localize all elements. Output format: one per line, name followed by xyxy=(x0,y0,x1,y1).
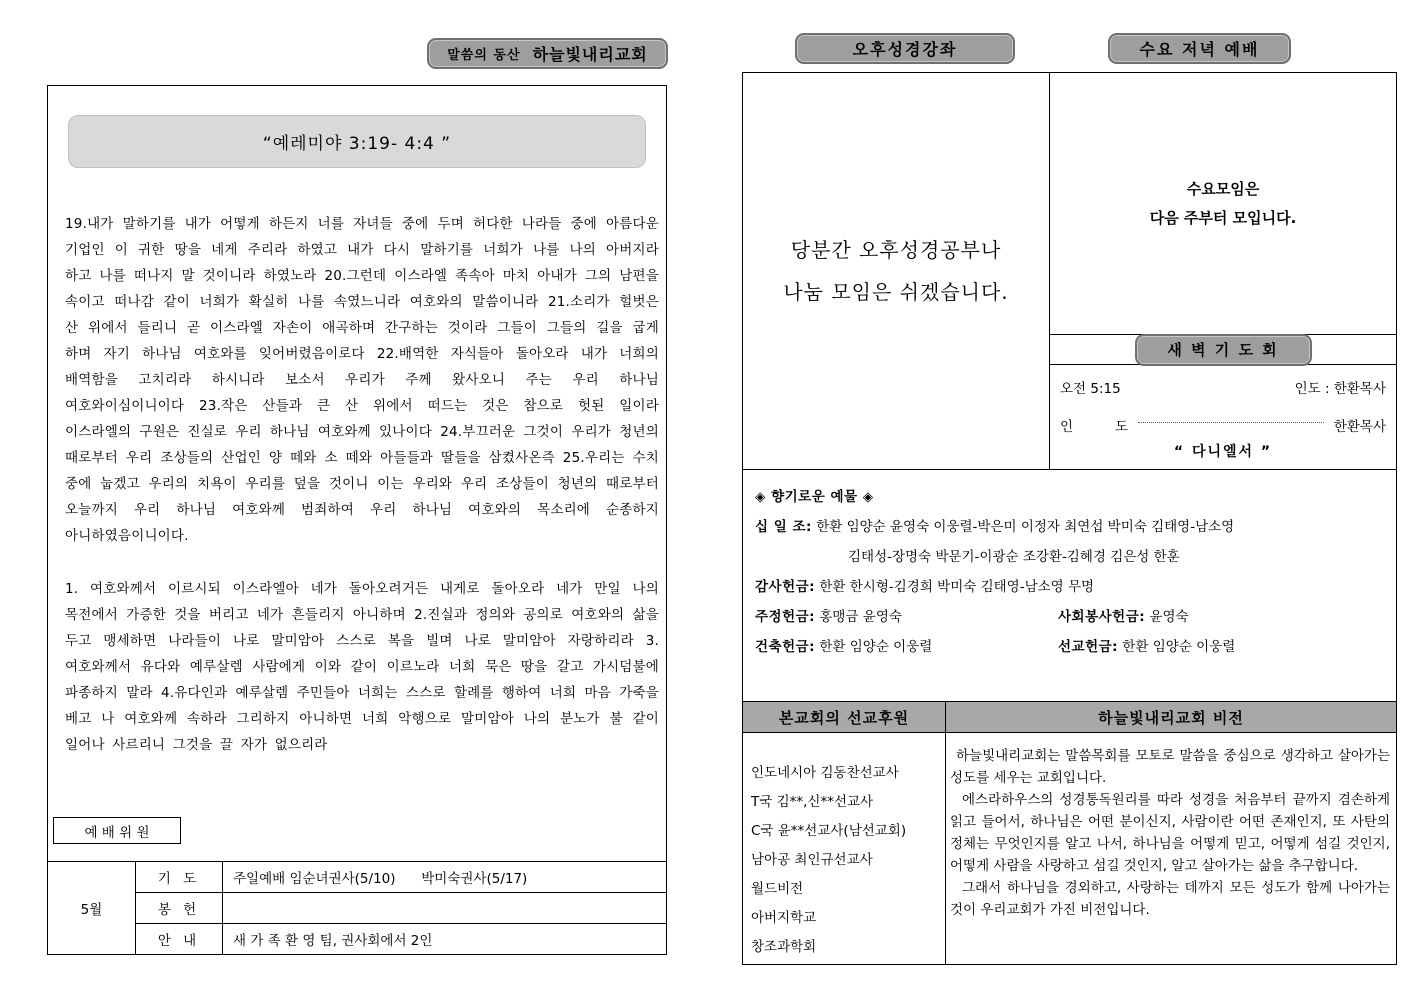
committee-month-cell: 5월 xyxy=(48,862,136,955)
church-vision-text xyxy=(945,733,1396,964)
building-offering-label: 건축헌금: xyxy=(755,639,816,655)
wednesday-notice-line: 다음 주부터 모입니다. xyxy=(1149,208,1297,227)
social-service-offering-names: 윤영숙 xyxy=(1149,609,1189,625)
wednesday-notice-line: 수요모임은 xyxy=(1186,179,1260,198)
building-offering-names: 한환 임양순 이웅렬 xyxy=(819,639,933,655)
wednesday-meeting-notice xyxy=(1050,73,1396,335)
thanks-offering-label: 감사헌금: xyxy=(755,579,816,595)
schedule-table xyxy=(743,73,1396,470)
building-mission-offering-row xyxy=(755,632,1384,662)
dawn-prayer-leader-name: 한환목사 xyxy=(1333,419,1386,435)
weekly-offering-label: 주정헌금: xyxy=(755,609,816,625)
committee-row-label: 봉 헌 xyxy=(136,893,223,924)
table-row xyxy=(48,862,667,893)
mission-support-list xyxy=(743,733,945,964)
scripture-paragraph-1: 19.내가 말하기를 내가 어떻게 하든지 너를 자녀들 중에 두며 허다한 나라들 중에 아름다운 기업인 이 귀한 땅을 네게 주리라 하였고 내가 다시 말하기를 너희가 나를 나의 아버지라 하고 나를 떠나지 말 것이니라 하였노라 20.그런데 이스라엘 족속아 마치 아내가 그의 남편을 속이고 떠나감 같이 너희가 확실히 나를 속였느니라 여호와의 말씀이니라 21.소리가 헐벗은 산 위에서 들리니 곧 이스라엘 자손이 애곡하며 간구하는 것이라 그들이 그들의 길을 굽게 하며 자기 하나님 여호와를 잊어버렸음이로다 22.배역한 자식들아 돌아오라 내가 너희의 배역함을 고치리라 하시니라 보소서 우리가 주께 왔사오니 주는 우리 하나님 여호와이심이니이다 23.작은 산들과 큰 산 위에서 떠드는 것은 참으로 헛된 일이라 이스라엘의 구원은 진실로 우리 하나님 여호와께 있나이다 24.부끄러운 그것이 우리가 청년의 때로부터 우리 조상들의 산업인 양 떼와 소 떼와 아들들과 딸들을 삼켰사온즉 25.우리는 수치 중에 눕겠고 우리의 치욕이 우리를 덮을 것이니 이는 우리와 우리 조상들이 청년의 때로부터 오늘까지 우리 하나님 여호와께 범죄하여 우리 하나님 여호와의 목소리에 순종하지 아니하였음이니이다. xyxy=(65,216,659,544)
dawn-prayer-header-row xyxy=(1050,335,1396,365)
committee-row-label: 기 도 xyxy=(136,862,223,893)
mission-vision-table xyxy=(743,702,1396,964)
list-item: C국 윤**선교사(남선교회) xyxy=(751,823,907,839)
dawn-prayer-details xyxy=(1050,365,1396,469)
scripture-title-box xyxy=(68,115,646,168)
dotted-leader xyxy=(1138,422,1324,423)
mission-offering-names: 한환 임양순 이웅렬 xyxy=(1122,639,1236,655)
tithe-names-continued: 김태성-장명숙 박문기-이광순 조강환-김혜경 김은성 한훈 xyxy=(848,549,1180,565)
dawn-prayer-book: “ 다니엘서 ” xyxy=(1173,444,1273,460)
dawn-prayer-badge: 새 벽 기 도 회 xyxy=(1135,334,1312,366)
scripture-paragraph-2: 1. 여호와께서 이르시되 이스라엘아 네가 돌아오려거든 내게로 돌아오라 네가 만일 나의 목전에서 가증한 것을 버리고 네가 흔들리지 아니하며 2.진실과 정의와 공의로 여호와의 삶을 두고 맹세하면 나라들이 나로 말미암아 스스로 복을 빌며 나로 말미암아 자랑하리라 3.여호와께서 유다와 예루살렘 사람에게 이와 같이 이르노라 너희 묵은 땅을 갈고 가시덤불에 파종하지 말라 4.유다인과 예루살렘 주민들아 너희는 스스로 할례를 행하여 너희 마음 가죽을 베고 나 여호와께 속하라 그리하지 아니하면 너희 악행으로 말미암아 나의 분노가 불 같이 일어나 사르리니 그것을 끌 자가 없으리라 xyxy=(65,581,659,753)
afternoon-notice-line: 당분간 오후성경공부나 xyxy=(790,238,1002,262)
mission-support-header: 본교회의 선교후원 xyxy=(743,702,945,733)
offerings-section xyxy=(743,470,1396,702)
mission-offering-label: 선교헌금: xyxy=(1058,639,1119,655)
worship-committee-label: 예 배 위 원 xyxy=(53,817,181,844)
vision-paragraph: 하늘빛내리교회는 말씀목회를 모토로 말씀을 중심으로 생각하고 살아가는 성도를 세우는 교회입니다. xyxy=(950,748,1390,786)
weekly-social-offering-row xyxy=(755,602,1384,632)
list-item: 아버지학교 xyxy=(751,910,817,926)
afternoon-notice-line: 나눔 모임은 쉬겠습니다. xyxy=(783,280,1009,304)
afternoon-lecture-notice xyxy=(743,73,1050,469)
worship-committee-table xyxy=(47,861,667,955)
church-vision-header: 하늘빛내리교회 비전 xyxy=(945,702,1396,733)
weekly-offering-names: 홍맹금 윤영숙 xyxy=(819,609,902,625)
dawn-prayer-time-row xyxy=(1060,377,1386,397)
committee-row-value xyxy=(223,893,667,924)
header-badge-motto: 말씀의 동산 xyxy=(447,48,521,63)
tithe-names: 한환 임양순 윤영숙 이웅렬-박은미 이정자 최연섭 박미숙 김태영-남소영 xyxy=(816,519,1235,535)
social-service-offering-label: 사회봉사헌금: xyxy=(1058,609,1146,625)
church-header-badge xyxy=(427,38,668,69)
table-row xyxy=(48,893,667,924)
tithe-label: 십 일 조: xyxy=(755,519,812,535)
dawn-prayer-time: 오전 5:15 xyxy=(1060,381,1121,397)
scripture-body xyxy=(65,211,659,758)
table-row xyxy=(48,924,667,955)
header-badge-church-name: 하늘빛내리교회 xyxy=(532,45,648,64)
dawn-prayer-leader-row: 인 도 한환목사 xyxy=(1060,415,1386,435)
scripture-title: “예레미야 3:19- 4:4 ” xyxy=(262,134,452,154)
committee-row-value: 주일예배 임순녀권사(5/10) 박미숙권사(5/17) xyxy=(223,862,667,893)
vision-paragraph: 그래서 하나님을 경외하고, 사랑하는 데까지 모든 성도가 함께 나아가는 것이 우리교회가 가진 비전입니다. xyxy=(950,880,1390,918)
offerings-title: ◈ 향기로운 예물 ◈ xyxy=(755,489,874,505)
list-item: 월드비전 xyxy=(751,881,804,897)
scripture-page xyxy=(47,85,667,955)
afternoon-bible-lecture-badge: 오후성경강좌 xyxy=(795,33,1015,64)
announcements-page xyxy=(742,72,1397,965)
list-item: 창조과학회 xyxy=(751,939,817,955)
list-item: 인도네시아 김동찬선교사 xyxy=(751,765,899,781)
thanks-offering-row xyxy=(755,572,1384,602)
list-item: 남아공 최인규선교사 xyxy=(751,852,873,868)
wednesday-evening-worship-badge: 수요 저녁 예배 xyxy=(1108,33,1291,64)
thanks-offering-names: 한환 한시형-김경희 박미숙 김태영-남소영 무명 xyxy=(819,579,1095,595)
vision-paragraph: 에스라하우스의 성경통독원리를 따라 성경을 처음부터 끝까지 겸손하게 읽고 들어서, 하나님은 어떤 분이신지, 사람이란 어떤 존재인지, 또 사탄의 정체는 무엇인지를 알고 나서, 하나님을 어떻게 믿고, 어떻게 섬길 것인지, 어떻게 사람을 사랑하고 섬길 것인지, 알고 살아가는 삶을 추구합니다. xyxy=(950,792,1390,874)
list-item: T국 김**,신**선교사 xyxy=(751,794,874,810)
tithe-row xyxy=(755,512,1384,542)
committee-row-value: 새 가 족 환 영 팀, 권사회에서 2인 xyxy=(223,924,667,955)
committee-row-label: 안 내 xyxy=(136,924,223,955)
dawn-prayer-leader: 인도 : 한환목사 xyxy=(1294,381,1386,397)
